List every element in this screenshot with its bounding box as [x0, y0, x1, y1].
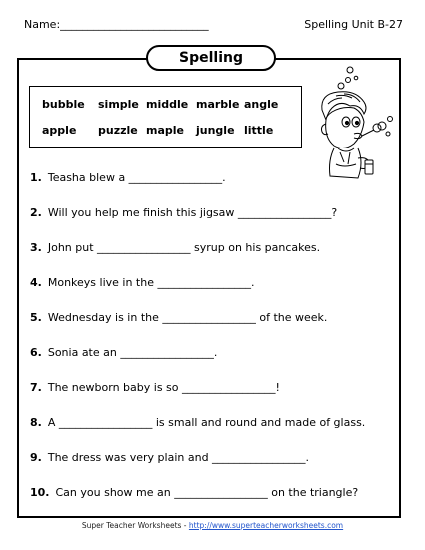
- word-item: simple: [98, 98, 139, 111]
- question-text: Can you show me an _________________ on the triangle?: [55, 486, 359, 499]
- question-number: 5.: [30, 311, 42, 324]
- page-title: Spelling: [146, 45, 276, 71]
- question-8: [30, 416, 365, 429]
- word-item: puzzle: [98, 124, 138, 137]
- question-number: 1.: [30, 171, 42, 184]
- question-number: 10.: [30, 486, 50, 499]
- question-1: [30, 171, 226, 184]
- question-text: Will you help me finish this jigsaw _________________?: [47, 206, 338, 219]
- word-item: marble: [196, 98, 240, 111]
- question-text: Sonia ate an _________________.: [47, 346, 218, 359]
- question-text: Wednesday is in the _________________ of the week.: [47, 311, 328, 324]
- question-text: John put _________________ syrup on his pancakes.: [47, 241, 321, 254]
- question-2: [30, 206, 337, 219]
- word-bank: [29, 86, 302, 148]
- word-item: apple: [42, 124, 77, 137]
- footer-site: Super Teacher Worksheets -: [81, 521, 187, 530]
- question-number: 4.: [30, 276, 42, 289]
- word-item: maple: [146, 124, 184, 137]
- page-footer: [0, 521, 425, 530]
- question-number: 2.: [30, 206, 42, 219]
- question-text: A _________________ is small and round and made of glass.: [47, 416, 366, 429]
- question-3: [30, 241, 320, 254]
- question-text: Monkeys live in the _________________.: [47, 276, 255, 289]
- word-item: bubble: [42, 98, 85, 111]
- question-7: [30, 381, 280, 394]
- word-item: middle: [146, 98, 189, 111]
- question-9: [30, 451, 309, 464]
- question-number: 6.: [30, 346, 42, 359]
- word-item: jungle: [196, 124, 235, 137]
- question-4: [30, 276, 254, 289]
- word-item: angle: [244, 98, 279, 111]
- question-number: 3.: [30, 241, 42, 254]
- word-item: little: [244, 124, 274, 137]
- question-number: 7.: [30, 381, 42, 394]
- question-number: 8.: [30, 416, 42, 429]
- name-line: Name:___________________________: [24, 18, 209, 31]
- question-text: Teasha blew a _________________.: [47, 171, 226, 184]
- question-number: 9.: [30, 451, 42, 464]
- footer-link[interactable]: http://www.superteacherworksheets.com: [188, 521, 344, 530]
- question-6: [30, 346, 217, 359]
- worksheet-header: [24, 18, 403, 38]
- question-text: The newborn baby is so _________________!: [47, 381, 280, 394]
- question-5: [30, 311, 327, 324]
- question-text: The dress was very plain and _________________.: [47, 451, 310, 464]
- question-10: [30, 486, 358, 499]
- boy-blowing-bubbles-icon: [310, 64, 398, 186]
- spelling-unit-label: Spelling Unit B-27: [304, 18, 403, 31]
